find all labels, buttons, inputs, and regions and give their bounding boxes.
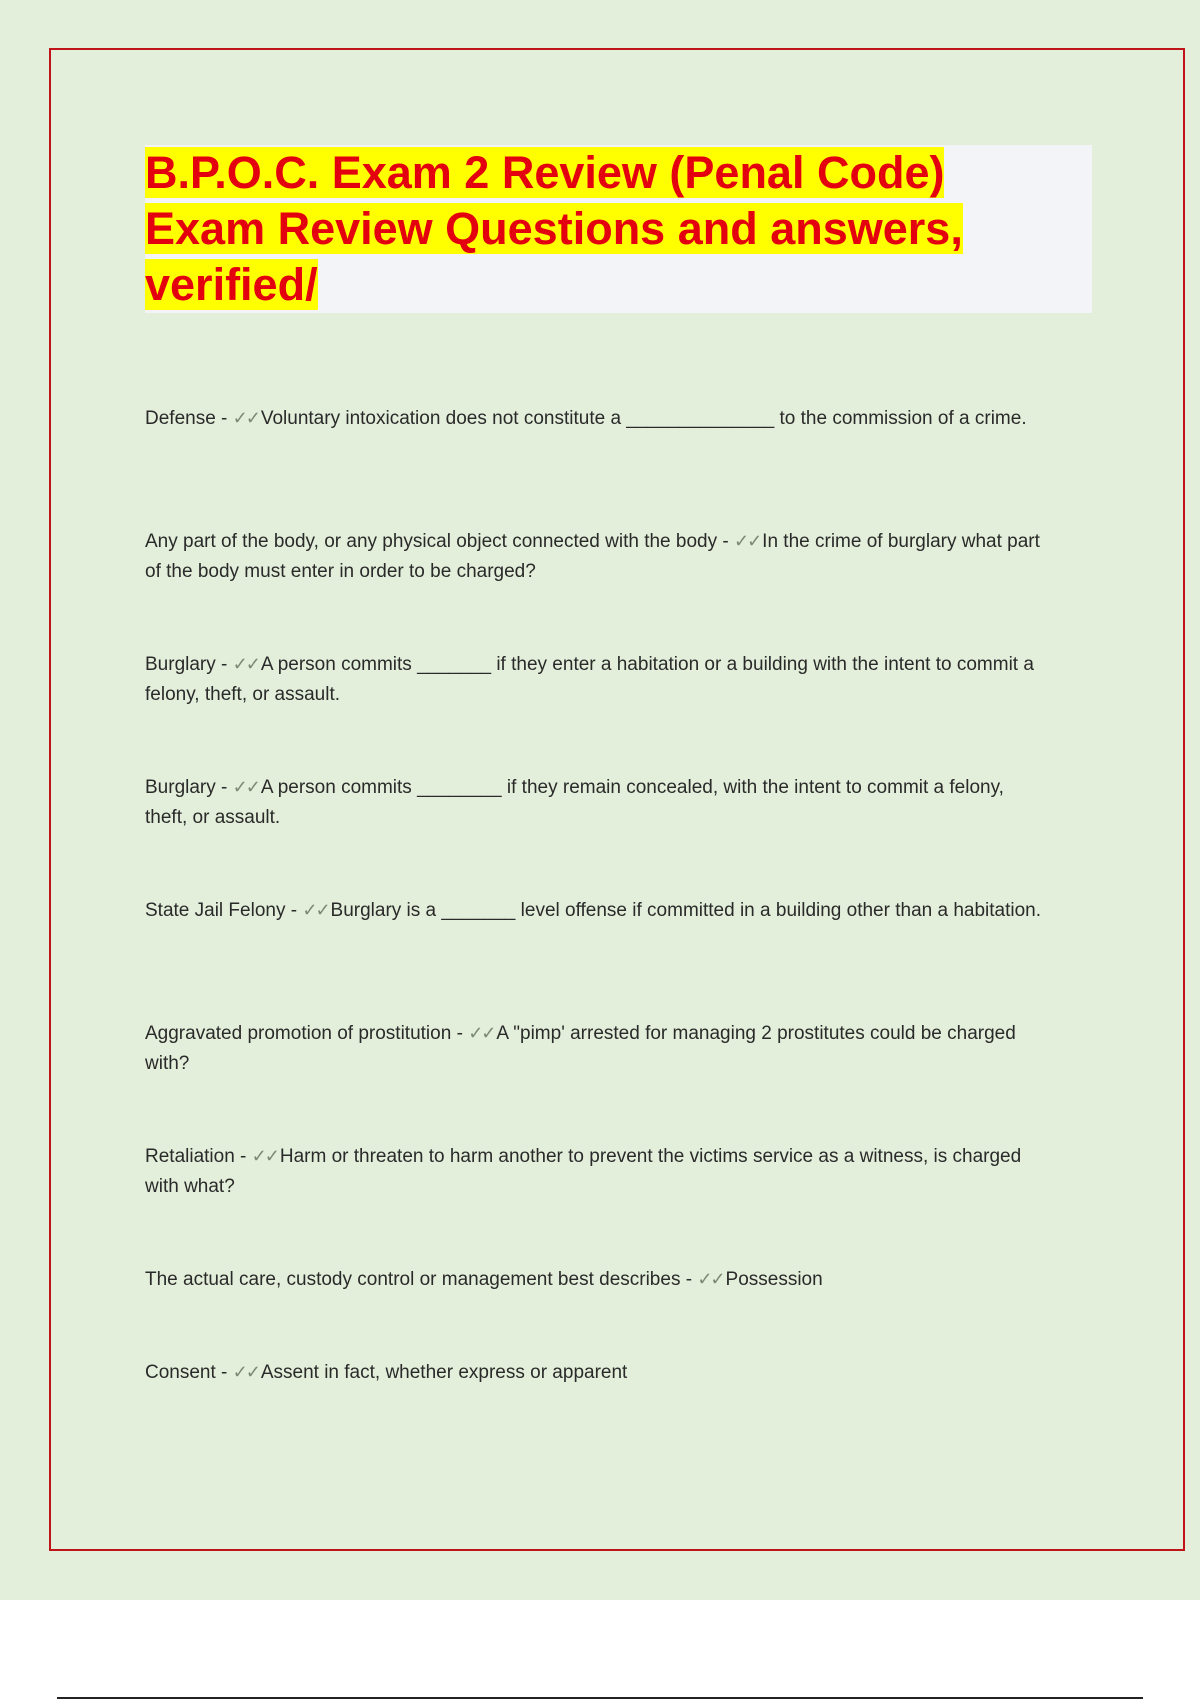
document-title (145, 145, 1085, 313)
double-check-icon: ✓✓ (232, 777, 259, 797)
qa-separator: - (451, 1023, 469, 1044)
qa-item-7 (145, 1141, 1045, 1202)
double-check-icon: ✓✓ (232, 654, 259, 674)
qa-text: A person commits ________ if they remain concealed, with the intent to commit a felony, theft, or assault. (145, 777, 1004, 828)
qa-term: Consent (145, 1362, 216, 1383)
title-line-1: B.P.O.C. Exam 2 Review (Penal Code) (145, 147, 945, 198)
qa-separator: - (215, 654, 233, 675)
qa-separator: - (285, 900, 303, 921)
double-check-icon: ✓✓ (468, 1023, 495, 1043)
qa-item-8 (145, 1264, 1045, 1295)
double-check-icon: ✓✓ (302, 900, 329, 920)
qa-separator: - (215, 408, 233, 429)
qa-text: A person commits _______ if they enter a habitation or a building with the intent to commit a felony, theft, or assault. (145, 654, 1034, 705)
double-check-icon: ✓✓ (232, 1362, 259, 1382)
qa-item-9 (145, 1357, 1045, 1388)
qa-term: Aggravated promotion of prostitution (145, 1023, 452, 1044)
qa-term: The actual care, custody control or management best describes (145, 1269, 681, 1290)
qa-term: Burglary (145, 777, 216, 798)
qa-term: Burglary (145, 654, 216, 675)
qa-item-6 (145, 1018, 1045, 1079)
qa-item-4 (145, 772, 1045, 833)
qa-text: Burglary is a _______ level offense if committed in a building other than a habitation. (330, 900, 1042, 921)
qa-item-2 (145, 526, 1045, 587)
double-check-icon: ✓✓ (697, 1269, 724, 1289)
double-check-icon: ✓✓ (734, 531, 761, 551)
footer-divider (57, 1697, 1143, 1699)
double-check-icon: ✓✓ (251, 1146, 278, 1166)
qa-item-3 (145, 649, 1045, 710)
qa-text: Assent in fact, whether express or apparent (260, 1362, 628, 1383)
qa-separator: - (215, 777, 233, 798)
qa-text: Voluntary intoxication does not constitute a ______________ to the commission of a crime. (260, 408, 1027, 429)
qa-term: Defense (145, 408, 216, 429)
qa-text: In the crime of burglary what part of the body must enter in order to be charged? (145, 531, 1040, 582)
qa-separator: - (680, 1269, 698, 1290)
qa-text: A "pimp' arrested for managing 2 prostitutes could be charged with? (145, 1023, 1016, 1074)
qa-term: State Jail Felony (145, 900, 286, 921)
qa-text: Possession (725, 1269, 823, 1290)
qa-term: Any part of the body, or any physical object connected with the body (145, 531, 718, 552)
qa-separator: - (215, 1362, 233, 1383)
qa-separator: - (717, 531, 734, 552)
qa-separator: - (234, 1146, 252, 1167)
title-line-3: verified/ (145, 259, 318, 310)
qa-item-5 (145, 895, 1045, 926)
qa-text: Harm or threaten to harm another to prevent the victims service as a witness, is charged with what? (145, 1146, 1022, 1197)
double-check-icon: ✓✓ (232, 408, 259, 428)
qa-item-1 (145, 403, 1045, 434)
qa-term: Retaliation (145, 1146, 235, 1167)
title-line-2: Exam Review Questions and answers, (145, 203, 963, 254)
